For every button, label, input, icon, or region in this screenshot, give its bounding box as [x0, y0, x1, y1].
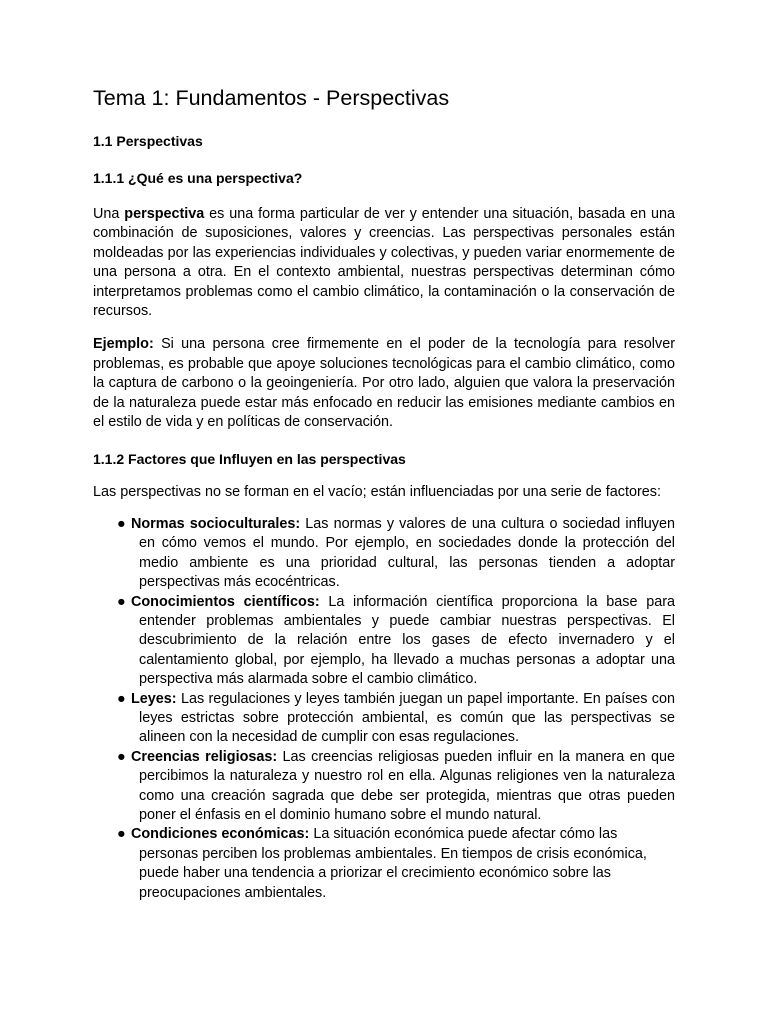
factor-text: La información científica proporciona la base para entender problemas ambientales y puede cambiar nuestras perspectivas. El descubrimiento de la relación entre los gases de efecto invernadero y el calentamiento global, por ejemplo, ha llevado a muchas personas a adoptar una perspectiva más alarmada sobre el cambio climático.	[139, 593, 675, 688]
bullet-icon: ●	[117, 593, 126, 610]
factor-label: Creencias religiosas:	[131, 748, 278, 765]
factor-text: Las creencias religiosas pueden influir en la manera en que percibimos la naturaleza y nuestro rol en ella. Algunas religiones ven la naturaleza como una creación sagrada que debe ser protegida, mientras que otras pueden poner el énfasis en el dominio humano sobre el mundo natural.	[139, 748, 675, 823]
factors-intro: Las perspectivas no se forman en el vacío; están influenciadas por una serie de factores:	[93, 484, 661, 501]
factor-label: Conocimientos científicos:	[131, 593, 320, 610]
list-item	[93, 515, 675, 593]
factor-text: Las regulaciones y leyes también juegan un papel importante. En países con leyes estrictas sobre protección ambiental, es común que las perspectivas se alineen con la necesidad de cumplir con esas regulaciones.	[139, 690, 675, 746]
definition-pre: Una	[93, 206, 125, 222]
subsection-heading-1-1-2: 1.1.2 Factores que Influyen en las perspectivas	[93, 451, 406, 468]
document-page	[93, 84, 675, 903]
bullet-icon: ●	[117, 826, 126, 843]
factor-text: La situación económica puede afectar cómo las personas perciben los problemas ambientales. En tiempos de crisis económica, puede haber una tendencia a priorizar el crecimiento económico sobre las preocupaciones ambientales.	[139, 826, 647, 901]
factor-text: Las normas y valores de una cultura o sociedad influyen en cómo vemos el mundo. Por ejemplo, en sociedades donde la protección del medio ambiente es una prioridad cultural, las personas tienden a adoptar perspectivas más ecocéntricas.	[139, 515, 675, 591]
factors-list	[93, 515, 675, 903]
bullet-icon: ●	[117, 690, 126, 707]
definition-paragraph	[93, 205, 675, 321]
example-label: Ejemplo:	[93, 336, 154, 353]
section-heading-1-1: 1.1 Perspectivas	[93, 133, 203, 149]
list-item	[93, 825, 675, 903]
page-title: Tema 1: Fundamentos - Perspectivas	[93, 86, 450, 110]
subsection-heading-1-1-1: 1.1.1 ¿Qué es una perspectiva?	[93, 170, 303, 186]
definition-term: perspectiva	[124, 206, 205, 222]
bullet-icon: ●	[117, 515, 126, 532]
factor-label: Condiciones económicas:	[131, 826, 310, 843]
list-item	[93, 593, 675, 690]
list-item	[93, 748, 675, 826]
example-text: Si una persona cree firmemente en el poder de la tecnología para resolver problemas, es probable que apoye soluciones tecnológicas para el cambio climático, como la captura de carbono o la geoingeniería. Por otro lado, alguien que valora la preservación de la naturaleza puede estar más enfocado en reducir las emisiones mediante cambios en el estilo de vida y en políticas de conservación.	[93, 336, 675, 431]
bullet-icon: ●	[117, 748, 126, 765]
factor-label: Normas socioculturales:	[131, 515, 301, 532]
factor-label: Leyes:	[131, 690, 177, 707]
definition-text: es una forma particular de ver y entender una situación, basada en una combinación de suposiciones, valores y creencias. Las perspectivas personales están moldeadas por las experiencias individuales y colectivas, y pueden variar enormemente de una persona a otra. En el contexto ambiental, nuestras perspectivas determinan cómo interpretamos problemas como el cambio climático, la contaminación o la conservación de recursos.	[93, 206, 675, 320]
example-paragraph	[93, 335, 675, 432]
list-item	[93, 690, 675, 748]
